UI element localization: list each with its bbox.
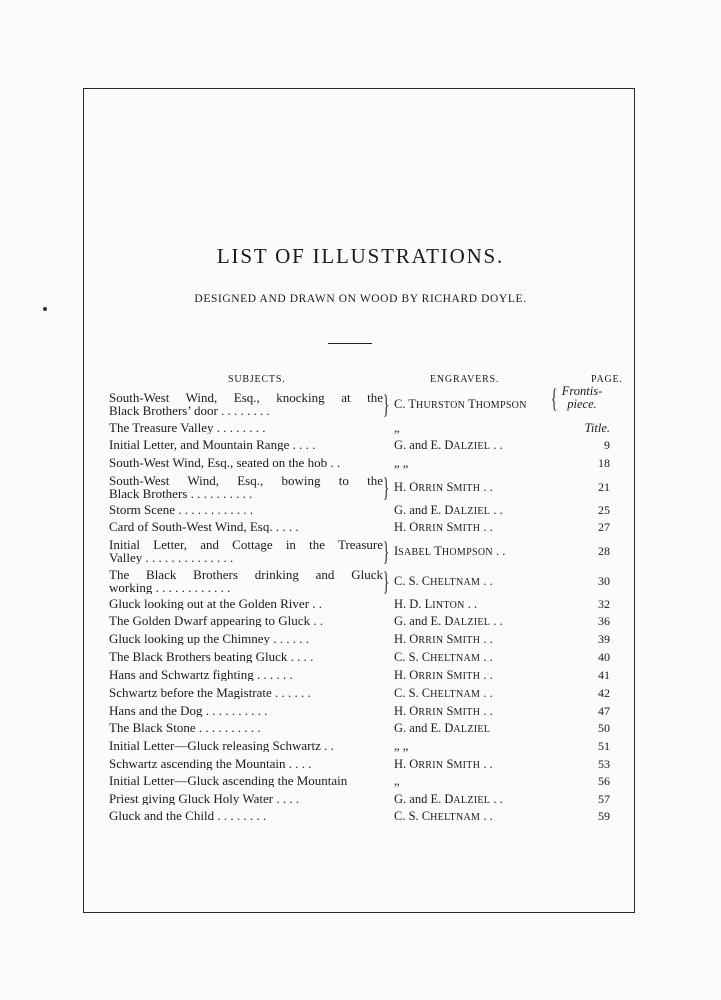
engraver-text: H. ORRIN SMITH . . bbox=[394, 757, 493, 771]
subject-line: The Black Brothers drinking and Gluck bbox=[109, 568, 383, 582]
engraver-text: G. and E. DALZIEL bbox=[394, 721, 491, 735]
page-number: 57 bbox=[598, 792, 610, 806]
subject-text bbox=[109, 503, 383, 516]
page-number: 41 bbox=[598, 668, 610, 682]
subject-line: Card of South-West Wind, Esq. . . . . bbox=[109, 520, 299, 533]
page-line: piece. bbox=[567, 397, 597, 411]
subject-line: The Treasure Valley . . . . . . . . bbox=[109, 421, 266, 434]
page-line: Frontis- bbox=[561, 384, 603, 398]
subject-text bbox=[109, 614, 383, 627]
engraver-text: C. S. CHELTNAM . . bbox=[394, 650, 493, 664]
page-number: 32 bbox=[598, 597, 610, 611]
subject-line: South-West Wind, Esq., seated on the hob . . bbox=[109, 456, 341, 469]
page-number: 27 bbox=[598, 520, 610, 534]
subject-line: The Golden Dwarf appearing to Gluck . . bbox=[109, 614, 324, 627]
engraver-text: C. S. CHELTNAM . . bbox=[394, 574, 493, 588]
subject-text bbox=[109, 686, 383, 699]
subject-text bbox=[109, 597, 383, 610]
engraver-text: „ „ bbox=[394, 739, 409, 753]
subject-line: Priest giving Gluck Holy Water . . . . bbox=[109, 792, 300, 805]
engraver-text: „ bbox=[394, 774, 400, 788]
subject-text bbox=[109, 421, 383, 434]
subject-text bbox=[109, 757, 383, 770]
subject-line: Initial Letter—Gluck releasing Schwartz . . bbox=[109, 739, 334, 752]
engraver-text: C. S. CHELTNAM . . bbox=[394, 686, 493, 700]
engraver-text: G. and E. DALZIEL . . bbox=[394, 614, 503, 628]
page-number: Title. bbox=[584, 421, 610, 435]
subject-text bbox=[109, 474, 383, 500]
engraver-text: H. ORRIN SMITH . . bbox=[394, 520, 493, 534]
subject-text bbox=[109, 632, 383, 645]
page-number: 40 bbox=[598, 650, 610, 664]
page-number: 18 bbox=[598, 456, 610, 470]
engraver-text: G. and E. DALZIEL . . bbox=[394, 438, 503, 452]
engraver-text: „ bbox=[394, 421, 400, 435]
brace-glyph: { bbox=[551, 383, 558, 413]
page-border bbox=[83, 88, 635, 913]
subject-text bbox=[109, 809, 383, 822]
subject-line: The Black Stone . . . . . . . . . . bbox=[109, 721, 261, 734]
page-subtitle: DESIGNED AND DRAWN ON WOOD BY RICHARD DOYLE. bbox=[194, 293, 527, 305]
header-page: PAGE. bbox=[591, 374, 623, 385]
engraver-text: G. and E. DALZIEL . . bbox=[394, 503, 503, 517]
subject-text bbox=[109, 704, 383, 717]
subject-line: Gluck and the Child . . . . . . . . bbox=[109, 809, 267, 822]
page-number: 56 bbox=[598, 774, 610, 788]
page-title: LIST OF ILLUSTRATIONS. bbox=[216, 244, 505, 268]
subject-line: Hans and the Dog . . . . . . . . . . bbox=[109, 704, 268, 717]
title-rule bbox=[328, 343, 372, 344]
subject-line: working . . . . . . . . . . . . bbox=[109, 580, 231, 594]
subject-line: Schwartz before the Magistrate . . . . . . bbox=[109, 686, 311, 699]
brace-glyph: } bbox=[383, 389, 390, 419]
margin-speck bbox=[43, 307, 47, 311]
page-number: 21 bbox=[598, 480, 610, 494]
subject-line: South-West Wind, Esq., bowing to the bbox=[109, 474, 383, 488]
subject-text bbox=[109, 538, 383, 564]
subject-text bbox=[109, 721, 383, 734]
page-number: 30 bbox=[598, 574, 610, 588]
page-number: 28 bbox=[598, 544, 610, 558]
subject-line: Initial Letter, and Mountain Range . . . . bbox=[109, 438, 316, 451]
subject-line: Storm Scene . . . . . . . . . . . . bbox=[109, 503, 254, 516]
page-number: 9 bbox=[604, 438, 610, 452]
subject-text bbox=[109, 668, 383, 681]
subject-text bbox=[109, 568, 383, 594]
brace-glyph: } bbox=[383, 536, 390, 566]
engraver-text: ISABEL THOMPSON . . bbox=[394, 544, 506, 558]
page-number: 36 bbox=[598, 614, 610, 628]
page-number: 50 bbox=[598, 721, 610, 735]
page-number: 47 bbox=[598, 704, 610, 718]
subject-line: Gluck looking up the Chimney . . . . . . bbox=[109, 632, 310, 645]
header-subjects: SUBJECTS. bbox=[228, 374, 286, 385]
page-frontispiece bbox=[551, 385, 613, 411]
engraver-text: H. ORRIN SMITH . . bbox=[394, 480, 493, 494]
subject-text bbox=[109, 739, 383, 752]
engraver-text: C. S. CHELTNAM . . bbox=[394, 809, 493, 823]
subject-line: Gluck looking out at the Golden River . . bbox=[109, 597, 323, 610]
brace-glyph: } bbox=[383, 566, 390, 596]
subject-text bbox=[109, 650, 383, 663]
brace-glyph: } bbox=[383, 472, 390, 502]
header-engravers: ENGRAVERS. bbox=[430, 374, 500, 385]
subject-text bbox=[109, 438, 383, 451]
page-number: 39 bbox=[598, 632, 610, 646]
engraver-text: H. ORRIN SMITH . . bbox=[394, 668, 493, 682]
page-number: 59 bbox=[598, 809, 610, 823]
engraver-text: G. and E. DALZIEL . . bbox=[394, 792, 503, 806]
subject-line: Black Brothers . . . . . . . . . . bbox=[109, 486, 253, 500]
engraver-text: H. ORRIN SMITH . . bbox=[394, 704, 493, 718]
subject-text bbox=[109, 792, 383, 805]
subject-line: Initial Letter, and Cottage in the Treasure bbox=[109, 538, 383, 552]
subject-text bbox=[109, 456, 383, 469]
engraver-text: C. THURSTON THOMPSON bbox=[394, 397, 527, 411]
subject-line: Schwartz ascending the Mountain . . . . bbox=[109, 757, 312, 770]
engraver-text: H. ORRIN SMITH . . bbox=[394, 632, 493, 646]
subject-text bbox=[109, 391, 383, 417]
engraver-text: H. D. LINTON . . bbox=[394, 597, 478, 611]
subject-line: Black Brothers’ door . . . . . . . . bbox=[109, 403, 270, 417]
page-number: 42 bbox=[598, 686, 610, 700]
engraver-text: „ „ bbox=[394, 456, 409, 470]
subject-text bbox=[109, 774, 383, 787]
subject-text bbox=[109, 520, 383, 533]
subject-line: Initial Letter—Gluck ascending the Mountain bbox=[109, 774, 348, 787]
page-number: 51 bbox=[598, 739, 610, 753]
subject-line: Valley . . . . . . . . . . . . . . bbox=[109, 550, 234, 564]
subject-line: The Black Brothers beating Gluck . . . . bbox=[109, 650, 314, 663]
subject-line: Hans and Schwartz fighting . . . . . . bbox=[109, 668, 293, 681]
subject-line: South-West Wind, Esq., knocking at the bbox=[109, 391, 383, 405]
page-number: 25 bbox=[598, 503, 610, 517]
page-number: 53 bbox=[598, 757, 610, 771]
